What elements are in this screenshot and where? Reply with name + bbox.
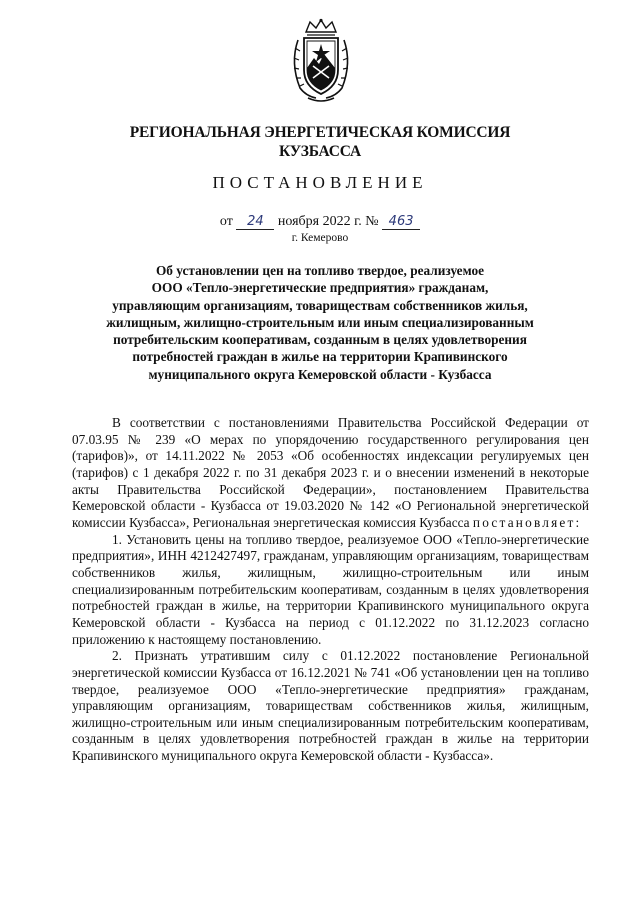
date-number-line: [60, 214, 580, 230]
date-prefix: от: [219, 214, 233, 229]
organization-title-line-1: РЕГИОНАЛЬНАЯ ЭНЕРГЕТИЧЕСКАЯ КОМИССИЯ: [129, 124, 511, 141]
document-body: [72, 415, 589, 765]
city: г. Кемерово: [291, 232, 349, 244]
subject-line: Об установлении цен на топливо твердое, реализуемое: [155, 263, 485, 278]
date-month-year: ноября 2022 г.: [277, 214, 362, 229]
number-sign: №: [365, 214, 379, 229]
preamble-paragraph: [72, 415, 589, 532]
document-number-handwritten: 463: [382, 214, 420, 230]
item-2-paragraph: 2. Признать утратившим силу с 01.12.2022 постановление Региональной энергетической комиссии Кузбасса от 16.12.2021 № 741 «Об установлении цен на топливо твердое, реализуемое ООО «Тепло-энергетические предприятия» гражданам, управляющим организациям, товариществам собственников жилья, жилищным, жилищно-строительным или иным специализированным потребительским кооперативам, созданным в целях удовлетворения потребностей граждан в жилье на территории Крапивинского муниципального округа Кемеровской области - Кузбасса».: [72, 648, 589, 764]
organization-title: [60, 123, 580, 161]
organization-title-line-2: КУЗБАССА: [279, 143, 361, 160]
document-type: ПОСТАНОВЛЕНИЕ: [212, 173, 428, 192]
subject-line: муниципального округа Кемеровской области - Кузбасса: [148, 366, 492, 382]
subject-line: потребительским кооперативам, созданным в целях удовлетворения: [113, 332, 527, 348]
subject-line: потребностей граждан в жилье на территории Крапивинского: [132, 349, 508, 365]
date-day-handwritten: 24: [236, 214, 274, 230]
subject-line: управляющим организациям, товариществам собственников жилья,: [112, 297, 528, 313]
document-subject: [80, 262, 560, 383]
subject-line: жилищным, жилищно-строительным или иным специализированным: [106, 314, 534, 330]
resolution-keyword: постановляет:: [472, 514, 582, 530]
coat-of-arms-emblem: [286, 18, 356, 104]
preamble-text: В соответствии с постановлениями Правительства Российской Федерации от 07.03.95 № 239 «О мерах по упорядочению государственного регулирования цен (тарифов)», от 14.11.2022 № 2053 «Об особенностях индексации регулируемых цен (тарифов) с 1 декабря 2022 г. по 31 декабря 2023 г. и о внесении изменений в некоторые акты Правительства Российской Федерации», постановлением Правительства Кемеровской области - Кузбасса от 19.03.2020 № 142 «О Региональной энергетической комиссии Кузбасса», Региональная энергетическая комиссия Кузбасса: [72, 415, 589, 530]
item-1-paragraph: 1. Установить цены на топливо твердое, реализуемое ООО «Тепло-энергетические предприятия», ИНН 4212427497, гражданам, управляющим организациям, товариществам собственников жилья, жилищным, жилищно-строительным или иным специализированным потребительским кооперативам, созданным в целях удовлетворения потребностей граждан в жилье, на территории Крапивинского муниципального округа Кемеровской области - Кузбасса на период с 01.12.2022 по 31.12.2023 согласно приложению к настоящему постановлению.: [72, 531, 589, 647]
subject-line: ООО «Тепло-энергетические предприятия» гражданам,: [151, 280, 489, 296]
